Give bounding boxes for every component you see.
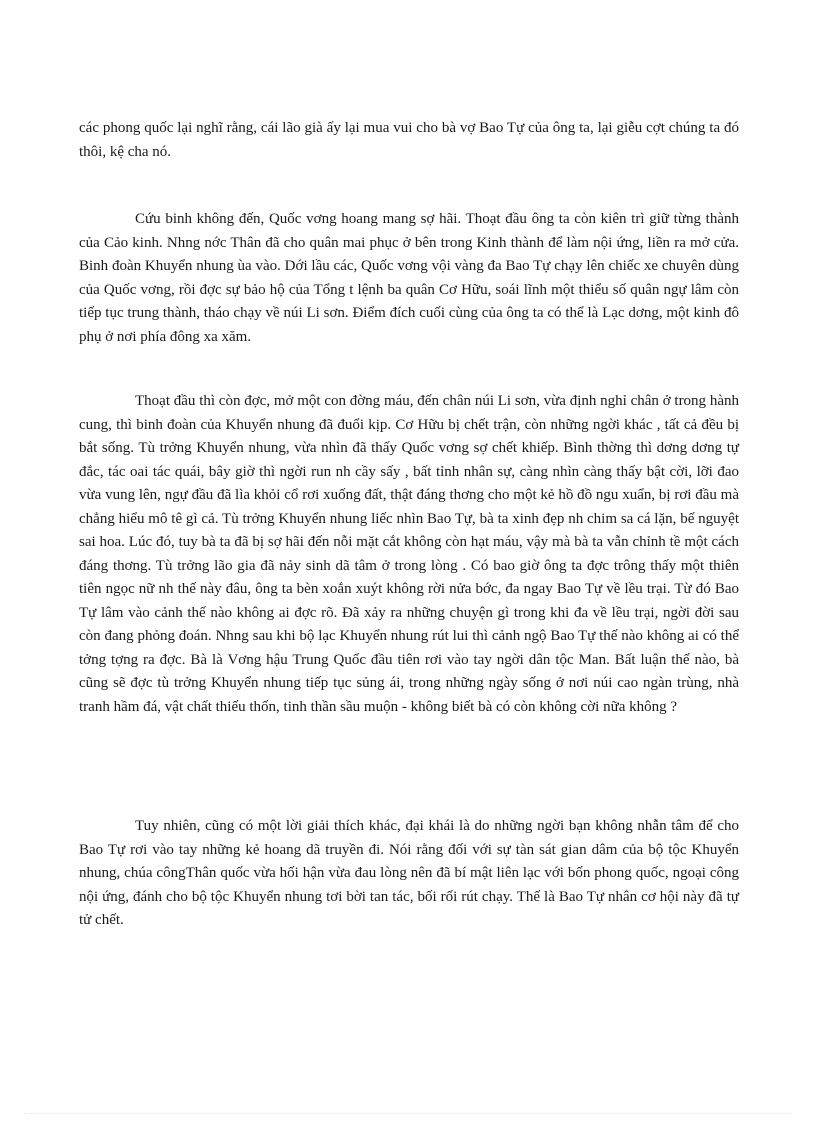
paragraph-4: Tuy nhiên, cũng có một lời giải thích khác, đại khái là do những ngời bạn không nhẫn tâm để cho Bao Tự rơi vào tay những kẻ hoang dã truyền đi. Nói rằng đối với sự tàn sát gian dâm của bộ tộc Khuyển nhung, chúa côngThân quốc vừa hối hận vừa đau lòng nên đã bí mật liên lạc với bốn phong quốc, ngoại công nội ứng, đánh cho bộ tộc Khuyển nhung tơi bời tan tác, bối rối rút chạy. Thế là Bao Tự nhân cơ hội này đã tự tử chết. (79, 818, 739, 928)
paragraph-3: Thoạt đầu thì còn đợc, mở một con đờng máu, đến chân núi Li sơn, vừa định nghỉ chân ở trong hành cung, thì binh đoàn của Khuyển nhung đã đuổi kịp. Cơ Hữu bị chết trận, còn những ngời khác , tất cả đều bị bắt sống. Tù trởng Khuyển nhung, vừa nhìn đã thấy Quốc vơng sợ chết khiếp. Bình thờng thì dơng dơng tự đắc, tác oai tác quái, bây giờ thì ngời run nh cầy sấy , bất tỉnh nhân sự, càng nhìn càng thấy bật cời, lỡi đao vừa vung lên, ngự đầu đã lìa khỏi cổ rơi xuống đất, thật đáng thơng cho một kẻ hồ đồ ngu xuẩn, bị rơi đầu mà chẳng hiểu mô tê gì cả. Tù trởng Khuyển nhung liếc nhìn Bao Tự, bà ta xinh đẹp nh chim sa cá lặn, bế nguyệt sai hoa. Lúc đó, tuy bà ta đã bị sợ hãi đến nỗi mặt cắt không còn hạt máu, vậy mà bà ta vẫn chỉnh tề một cách đáng thơng. Tù trởng lão gia đã nảy sinh dã tâm ở trong lòng . Có bao giờ ông ta đợc trông thấy một thiên tiên ngọc nữ nh thế này đâu, ông ta bèn xoắn xuýt không rời nửa bớc, đa ngay Bao Tự về lều trại. Từ đó Bao Tự lâm vào cảnh thế nào không ai đợc rõ. Đã xảy ra những chuyện gì trong khi đa về lều trại, ngời đời sau còn đang phỏng đoán. Nhng sau khi bộ lạc Khuyển nhung rút lui thì cảnh ngộ Bao Tự thế nào không ai có thể tởng tợng ra đợc. Bà là Vơng hậu Trung Quốc đầu tiên rơi vào tay ngời dân tộc Man. Bất luận thế nào, bà cũng sẽ đợc tù trởng Khuyển nhung tiếp tục sủng ái, trong những ngày sống ở nơi núi cao ngàn trùng, nhà tranh hầm đá, vật chất thiếu thốn, tinh thần sầu muộn - không biết bà có còn không cời nữa không ? (79, 393, 739, 715)
page-bottom-divider (24, 1113, 792, 1114)
paragraph-1: các phong quốc lại nghĩ rằng, cái lão già ấy lại mua vui cho bà vợ Bao Tự của ông ta, lại giễu cợt chúng ta đó thôi, kệ cha nó. (79, 120, 739, 160)
paragraph-2: Cứu binh không đến, Quốc vơng hoang mang sợ hãi. Thoạt đầu ông ta còn kiên trì giữ từng thành của Cảo kinh. Nhng nớc Thân đã cho quân mai phục ở bên trong Kinh thành để làm nội ứng, liền ra mở cửa. Binh đoàn Khuyển nhung ùa vào. Dới lầu các, Quốc vơng vội vàng đa Bao Tự chạy lên chiếc xe chuyên dùng của Quốc vơng, rồi đợc sự bảo hộ của Tổng t lệnh ba quân Cơ Hữu, soái lĩnh một thiểu số quân ngự lâm còn tiếp tục trung thành, tháo chạy về núi Li sơn. Điểm đích cuối cùng của ông ta có thể là Lạc dơng, một kinh đô phụ ở nơi phía đông xa xăm. (79, 211, 739, 345)
